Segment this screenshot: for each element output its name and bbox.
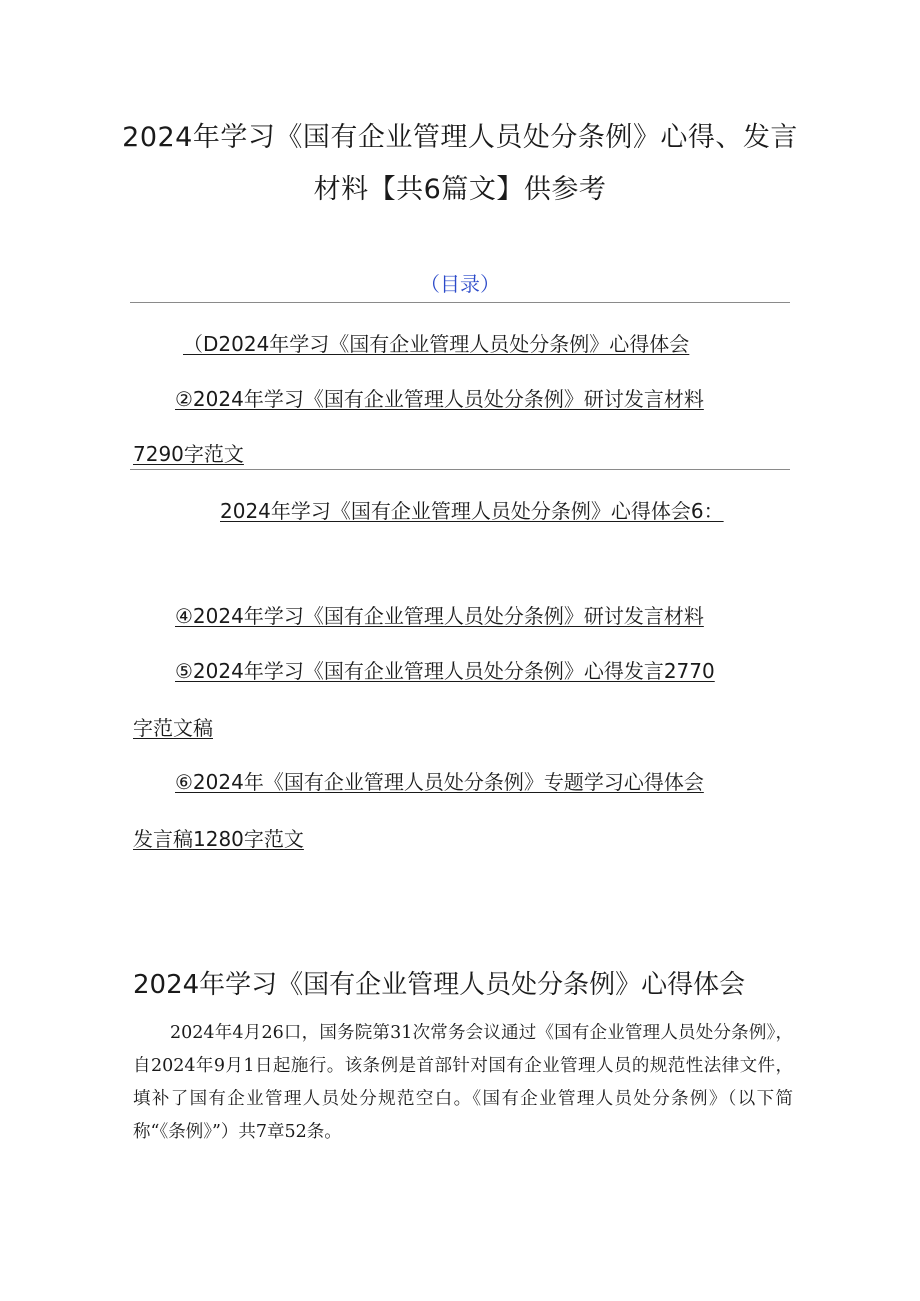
body-paragraph: 2024年4月26口，国务院第31次常务会议通过《国有企业管理人员处分条例》，自2024年9月1日起施行。该条例是首部针对国有企业管理人员的规范性法律文件，填补了国有企业管理人员处分规范空白。《国有企业管理人员处分条例》（以下简称“《条例》”）共7章52条。 [133, 1023, 793, 1142]
toc-item-5-continued[interactable]: 字范文稿 [133, 716, 213, 740]
toc-heading: （目录） [420, 272, 500, 296]
toc-middle-divider [130, 469, 790, 470]
toc-item-3[interactable]: 2024年学习《国有企业管理人员处分条例》心得体会6： [220, 499, 724, 523]
section-title: 2024年学习《国有企业管理人员处分条例》心得体会 [133, 970, 746, 1000]
toc-top-divider [130, 302, 790, 303]
document-title: 2024年学习《国有企业管理人员处分条例》心得、发言材料【共6篇文】供参考 [122, 122, 798, 205]
toc-item-2-continued[interactable]: 7290字范文 [133, 442, 244, 466]
toc-item-2[interactable]: ②2024年学习《国有企业管理人员处分条例》研讨发言材料 [175, 387, 704, 411]
toc-item-6[interactable]: ⑥2024年《国有企业管理人员处分条例》专题学习心得体会 [175, 770, 704, 794]
toc-item-6-continued[interactable]: 发言稿1280字范文 [133, 827, 304, 851]
toc-item-1[interactable]: （D2024年学习《国有企业管理人员处分条例》心得体会 [183, 332, 690, 356]
toc-item-4[interactable]: ④2024年学习《国有企业管理人员处分条例》研讨发言材料 [175, 604, 704, 628]
toc-item-5[interactable]: ⑤2024年学习《国有企业管理人员处分条例》心得发言2770 [175, 659, 715, 683]
